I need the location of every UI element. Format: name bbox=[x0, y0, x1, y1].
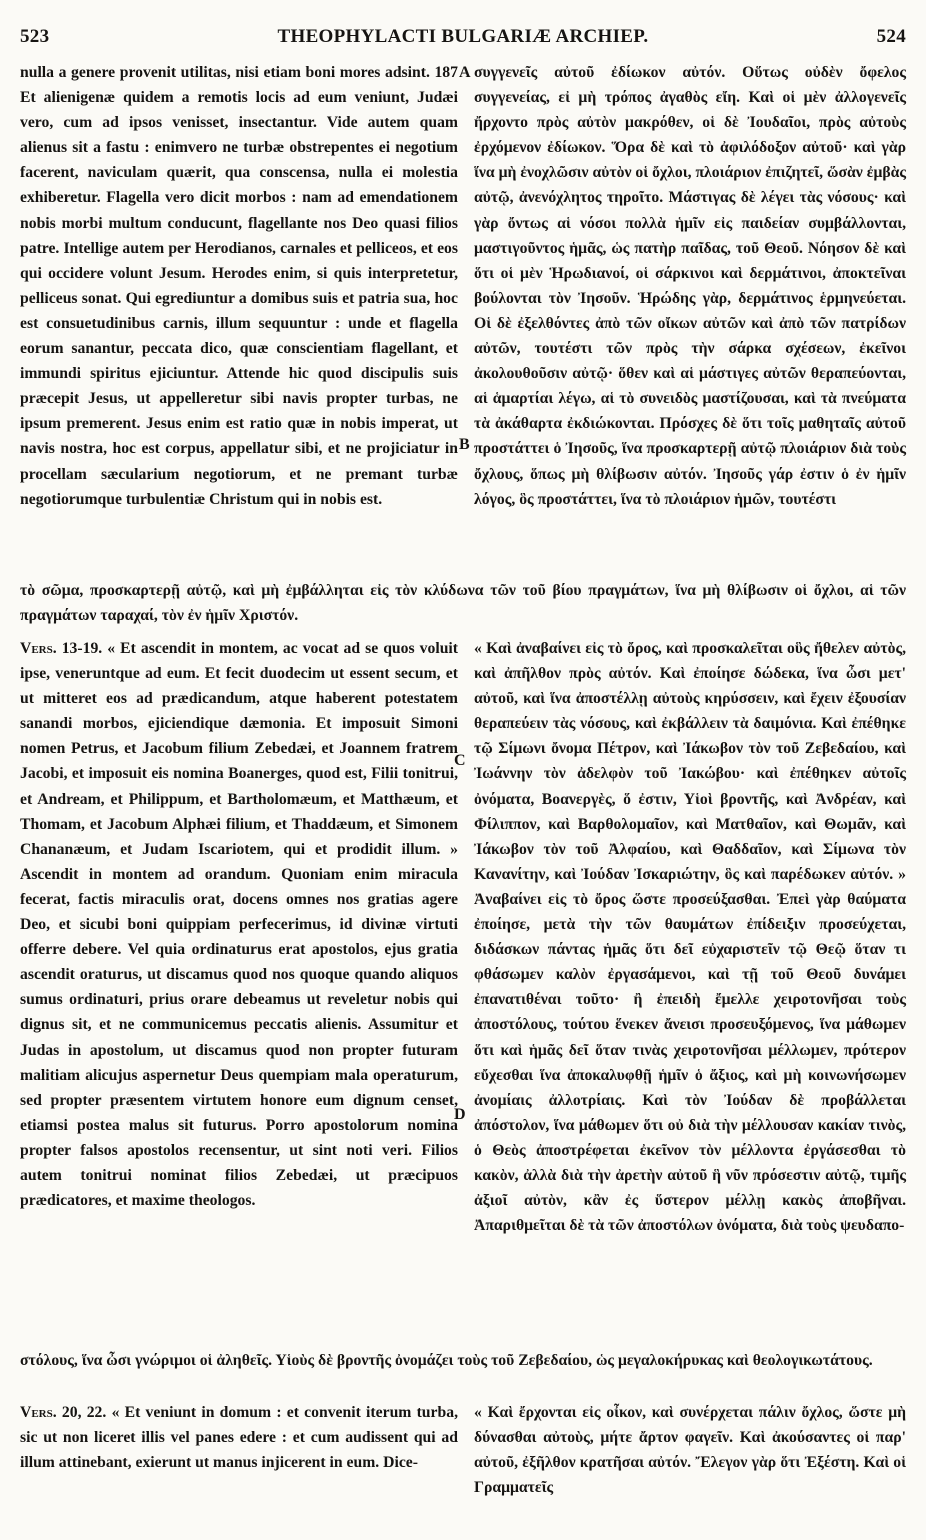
latin-column-1 bbox=[20, 60, 458, 512]
latin-paragraph-2 bbox=[20, 636, 458, 1213]
margin-marker-a: A bbox=[459, 64, 471, 81]
page-header bbox=[20, 26, 906, 54]
full-width-line-1 bbox=[20, 578, 906, 628]
full-width-line-2 bbox=[20, 1348, 906, 1373]
page-number-right: 524 bbox=[876, 26, 906, 47]
margin-marker-b: B bbox=[459, 436, 470, 453]
greek-paragraph-3: « Καὶ ἔρχονται εἰς οἶκον, καὶ συνέρχεται πάλιν ὄχλος, ὥστε μὴ δύνασθαι αὐτοὺς, μήτε ἄρτον φαγεῖν. Καὶ ἀκούσαντες οἱ παρ' αὐτοῦ, ἐξῆλθον κρατῆσαι αὐτόν. Ἔλεγον γὰρ ὅτι Ἐξέστη. Καὶ οἱ Γραμματεῖς bbox=[474, 1404, 906, 1497]
greek-column-1 bbox=[474, 60, 906, 512]
full-width-text-2: στόλους, ἵνα ὦσι γνώριμοι οἱ ἀληθεῖς. Υἱοὺς δὲ βροντῆς ὀνομάζει τοὺς τοῦ Ζεβεδαίου, ὡς μεγαλοκήρυκας καὶ θεολογικωτάτους. bbox=[20, 1352, 873, 1369]
page-number-left: 523 bbox=[20, 26, 50, 47]
full-width-text-1: τὸ σῶμα, προσκαρτερῇ αὐτῷ, καὶ μὴ ἐμβάλληται εἰς τὸν κλύδωνα τῶν τοῦ βίου πραγμάτων, ἵνα μὴ θλίβωσιν οἱ ὄχλοι, αἱ τῶν πραγμάτων ταραχαί, τὸν ἐν ἡμῖν Χριστόν. bbox=[20, 582, 906, 625]
latin-text-2: « Et ascendit in montem, ac vocat ad se quos voluit ipse, veneruntque ad eum. Et fecit duodecim ut essent secum, et ut mitteret eos ad prædicandum, atque haberent potestatem sanandi morbos, ejiciendique dæmonia. Et imposuit Simoni nomen Petrus, et Jacobum filium Zebedæi, et Joannem fratrem Jacobi, et imposuit eis nomina Boanerges, quod est, Filii tonitrui, et Andream, et Philippum, et Bartholomæum, et Matthæum, et Thomam, et Jacobum Alphæi filium, et Thaddæum, et Simonem Chananæum, et Judam Iscariotem, qui et prodidit illum. » Ascendit in montem ad orandum. Quoniam enim miracula fecerat, factis miraculis orat, docens omnes nos gratias agere Deo, et sicubi boni quippiam perfecerimus, id divinæ virtuti offerre debere. Vel quia ordinaturus erat apostolos, ejus gratia ascendit oraturus, ut discamus quod nos quoque quando aliquos sumus ordinaturi, prius orare debeamus ut reveletur nobis qui dignus sit, et ne communicemus peccatis alienis. Assumitur et Judas in apostolum, ut discamus quod non propter futuram malitiam alicujus aspernetur Deus quempiam mala operaturum, sed propter præsentem virtutem honore eum dignum censet, etiamsi postea malus sit futurus. Porro apostolorum nomina propter falsos apostolos recensentur, ut sint noti veri. Filios autem tonitrui nominat filios Zebedæi, ut præcipuos prædicatores, et maxime theologos. bbox=[20, 640, 459, 1210]
latin-text-3: « Et veniunt in domum : et convenit iterum turba, sic ut non liceret illis vel panes edere : et cum audissent qui ad illum attinebant, exierunt ut manus injicerent in eum. Dice- bbox=[20, 1404, 458, 1472]
running-title: THEOPHYLACTI BULGARIÆ ARCHIEP. bbox=[277, 26, 649, 47]
greek-paragraph-2: « Καὶ ἀναβαίνει εἰς τὸ ὄρος, καὶ προσκαλεῖται οὓς ἤθελεν αὐτὸς, καὶ ἀπῆλθον πρὸς αὐτόν. Καὶ ἐποίησε δώδεκα, ἵνα ὦσι μετ' αὐτοῦ, καὶ ἵνα ἀποστέλλῃ αὐτοὺς κηρύσσειν, καὶ ἔχειν ἐξουσίαν θεραπεύειν τὰς νόσους, καὶ ἐκβάλλειν τὰ δαιμόνια. Καὶ ἐπέθηκε τῷ Σίμωνι ὄνομα Πέτρον, καὶ Ἰάκωβον τὸν τοῦ Ζεβεδαίου, καὶ Ἰωάννην τὸν ἀδελφὸν τοῦ Ἰακώβου· καὶ ἐπέθηκεν αὐτοῖς ὀνόματα, Βοανεργὲς, ὅ ἐστιν, Υἱοὶ βροντῆς, καὶ Ἀνδρέαν, καὶ Φίλιππον, καὶ Βαρθολομαῖον, καὶ Ματθαῖον, καὶ Θωμᾶν, καὶ Ἰάκωβον τὸν τοῦ Ἀλφαίου, καὶ Θαδδαῖον, καὶ Σίμωνα τὸν Κανανίτην, καὶ Ἰούδαν Ἰσκαριώτην, ὃς καὶ παρέδωκεν αὐτόν. » Ἀναβαίνει εἰς τὸ ὄρος ὥστε προσεύξασθαι. Ἐπεὶ γὰρ θαύματα ἐποίησε, μετὰ τὴν τῶν θαυμάτων ἐπίδειξιν προσεύχεται, διδάσκων πάντας ἡμᾶς ὅτι δεῖ εὐχαριστεῖν τῷ Θεῷ ὅταν τι φθάσωμεν καλὸν ἐργασάμενοι, καὶ τῇ τοῦ Θεοῦ δυνάμει ἐπανατιθέναι τοῦτο· ἢ ἐπειδὴ ἔμελλε χειροτονῆσαι τοὺς ἀποστόλους, τούτου ἕνεκεν ἄνεισι προσευξόμενος, ἵνα μάθωμεν ὅτι καὶ ἡμᾶς δεῖ ὅταν τινὰς χειροτονῆσαι μέλλωμεν, πρότερον εὔχεσθαι ἵνα ἀποκαλυφθῇ ἡμῖν ὁ ἄξιος, καὶ μὴ κοινωνήσωμεν ἀνομίαις ἀλλοτρίαις. Καὶ τὸν Ἰούδαν δὲ προβάλλεται ἀπόστολον, ἵνα μάθωμεν ὅτι οὐ διὰ τὴν μέλλουσαν κακίαν τινὸς, ὁ Θεὸς ἀποστρέφεται ἐκεῖνον τὸν μέλλοντα ἐργάσεσθαι τὸ κακὸν, ἀλλὰ διὰ τὴν ἀρετὴν αὐτοῦ ἣ νῦν πρόσεστιν αὐτῷ, τιμῆς ἀξιοῖ αὐτὸν, κἂν ἐς ὕστερον μέλλῃ κακὸς ἀποβῆναι. Ἀπαριθμεῖται δὲ τὰ τῶν ἀποστόλων ὀνόματα, διὰ τοὺς ψευδαπο- bbox=[474, 640, 906, 1235]
margin-marker-c: C bbox=[454, 752, 466, 769]
margin-marker-d: D bbox=[454, 1106, 466, 1123]
greek-paragraph-1: συγγενεῖς αὐτοῦ ἐδίωκον αὐτόν. Οὕτως οὐδὲν ὄφελος συγγενείας, εἰ μὴ τρόπος ἀγαθὸς εἴη. Καὶ οἱ μὲν ἀλλογενεῖς ἤρχοντο πρὸς αὐτὸν μακρόθεν, οἱ δὲ Ἰουδαῖοι, πρὸς αὐτοὺς ἐρχόμενον ἐδίωκον. Ὅρα δὲ καὶ τὸ ἀφιλόδοξον αὐτοῦ· καὶ γὰρ ἵνα μὴ ἐνοχλῶσιν αὐτὸν οἱ ὄχλοι, πλοιάριον ἐπιζητεῖ, ὥσὰν ἐμβὰς αὐτῷ, ἀνενόχλητος τηροῖτο. Μάστιγας δὲ λέγει τὰς νόσους· καὶ γὰρ ὄντως αἱ νόσοι πολλὰ ἡμῖν εἰς παιδείαν συμβάλλονται, μαστιγοῦντος ἡμᾶς, ὡς πατὴρ παῖδας, τοῦ Θεοῦ. Νόησον δὲ καὶ ὅτι οἱ μὲν Ἡρωδιανοί, οἱ σάρκινοι καὶ δερμάτινοι, ἀποκτεῖναι βούλονται τὸν Ἰησοῦν. Ἡρώδης γὰρ, δερμάτινος ἑρμηνεύεται. Οἱ δὲ ἐξελθόντες ἀπὸ τῶν οἴκων αὐτῶν καὶ ἀπὸ τῶν πατρίδων αὐτῶν, τουτέστι τῶν πρὸς τὴν σάρκα σχέσεων, ἐκεῖνοι ἀκολουθοῦσιν αὐτῷ· ὅθεν καὶ αἱ μάστιγες αὐτῶν θεραπεύονται, αἱ ἁμαρτίαι λέγω, αἱ τὸ συνειδὸς μαστίζουσαι, καὶ τὰ πνεύματα τὰ ἀκάθαρτα ἐκδιώκονται. Πρόσχες δὲ ὅτι τοῖς μαθηταῖς αὐτοῦ προστάττει ὁ Ἰησοῦς, ἵνα προσκαρτερῇ αὐτῷ πλοιάριον διὰ τοὺς ὄχλους, ὅπως μὴ θλίβωσιν αὐτόν. Ἰησοῦς γάρ ἐστιν ὁ ἐν ἡμῖν λόγος, ὃς προστάττει, ἵνα τὸ πλοιάριον ἡμῶν, τουτέστι bbox=[474, 64, 906, 508]
greek-column-3 bbox=[474, 1400, 906, 1500]
latin-paragraph-3 bbox=[20, 1400, 458, 1475]
verse-label-2: Vers. 20, 22. bbox=[20, 1404, 107, 1421]
latin-paragraph-1: nulla a genere provenit utilitas, nisi etiam boni mores adsint. 187 Et alienigenæ quidem a remotis locis ad eum veniunt, Judæi vero, cum ad ipsos venisset, insectantur. Vide autem quam alienus sit a fastu : enimvero ne turbæ obstrepentes ei negotium facerent, naviculam quærit, qua conscensa, nulla ei molestia exhiberetur. Flagella vero dicit morbos : nam ad emendationem nobis morbi multum conducunt, flagellante nos Deo quasi filios patre. Intellige autem per Herodianos, carnales et pelliceos, et eos qui occidere volunt Jesum. Herodes enim, si quis interpretetur, pelliceus sonat. Qui egrediuntur a domibus suis et patria sua, hoc est consuetudinibus carnis, illum sequuntur : unde et flagella eorum sanantur, peccata dico, quæ conscientiam flagellant, et immundi spiritus ejiciuntur. Attende hic quod discipulis suis præcepit Jesus, ut appelleretur sibi navis propter turbas, ne ipsum premerent. Jesus enim est ratio quæ in nobis imperat, ut navis nostra, hoc est corpus, appellatur sibi, et ne projiciatur in procellam sæcularium negotiorum, et ne premant turbæ negotiorumque turbulentiæ Christum qui in nobis est. bbox=[20, 64, 458, 508]
verse-label-1: Vers. 13-19. bbox=[20, 640, 103, 657]
latin-column-3 bbox=[20, 1400, 458, 1475]
greek-column-2 bbox=[474, 636, 906, 1238]
latin-column-2 bbox=[20, 636, 458, 1213]
